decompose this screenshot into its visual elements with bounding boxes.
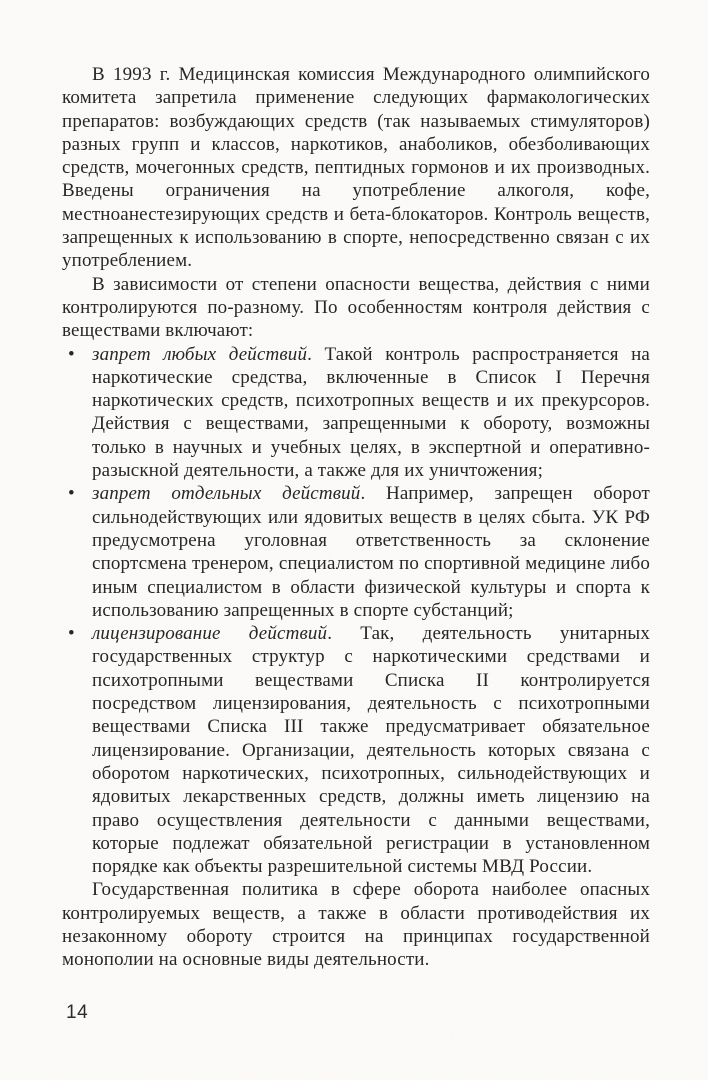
list-item-text	[92, 622, 650, 878]
paragraph-state-policy: Государственная политика в сфере оборота наиболее опасных контролируемых веществ, а также в области противодействия их незаконному обороту строится на принципах государственной монополии на основные виды деятельности.	[62, 879, 650, 971]
page-number: 14	[66, 1002, 89, 1023]
list-item-text	[92, 482, 650, 622]
paragraph-ioc-ban: В 1993 г. Медицинская комиссия Международного олимпийского комитета запретила применение следующих фармакологических препаратов: возбуждающих средств (так называемых стимуляторов) разных групп и классов, наркотиков, анаболиков, обезболивающих средств, мочегонных средств, пептидных гормонов и их производных. Введены ограничения на употребление алкоголя, кофе, местноанестезирующих средств и бета-блокаторов. Контроль веществ, запрещенных к использованию в спорте, непосредственно связан с их употреблением.	[62, 64, 650, 272]
page-text	[62, 63, 650, 972]
list-item-text	[92, 343, 650, 483]
list-item-body: . Такой контроль распространяется на наркотические средства, включенные в Список I Перечня наркотических средств, психотропных веществ и их прекурсоров. Действия с веществами, запрещенными к обороту, возможны только в научных и учебных целях, в экспертной и оперативно-разыскной деятельности, а также для их уничтожения;	[92, 343, 650, 482]
list-item	[62, 343, 650, 483]
list-item-body: . Например, запрещен оборот сильнодействующих или ядовитых веществ в целях сбыта. УК РФ предусмотрена уголовная ответственность за склонение спортсмена тренером, специалистом по спортивной медицине либо иным специалистом в области физической культуры и спорта к использованию запрещенных в спорте субстанций;	[92, 483, 650, 621]
bullet-icon: •	[68, 623, 75, 645]
list-item	[62, 482, 650, 622]
list-item	[62, 622, 650, 878]
list-item-lead: лицензирование действий	[92, 623, 328, 645]
list-item-body: . Так, деятельность унитарных государственных структур с наркотическими средствами и психотропными веществами Списка II контролируется посредством лицензирования, деятельность с психотропными веществами Списка III также предусматривает обязательное лицензирование. Организации, деятельность которых связана с оборотом наркотических, психотропных, сильнодействующих и ядовитых лекарственных средств, должны иметь лицензию на право осуществления деятельности с данными веществами, которые подлежат обязательной регистрации в установленном порядке как объекты разрешительной системы МВД России.	[92, 623, 650, 878]
paragraph-control-intro: В зависимости от степени опасности вещества, действия с ними контролируются по-разному. По особенностям контроля действия с веществами включают:	[62, 273, 650, 342]
list-item-lead: запрет отдельных действий	[92, 483, 361, 505]
bullet-icon: •	[68, 483, 75, 505]
bullet-icon: •	[68, 343, 75, 365]
list-item-lead: запрет любых действий	[92, 343, 308, 365]
control-types-list	[62, 343, 650, 879]
